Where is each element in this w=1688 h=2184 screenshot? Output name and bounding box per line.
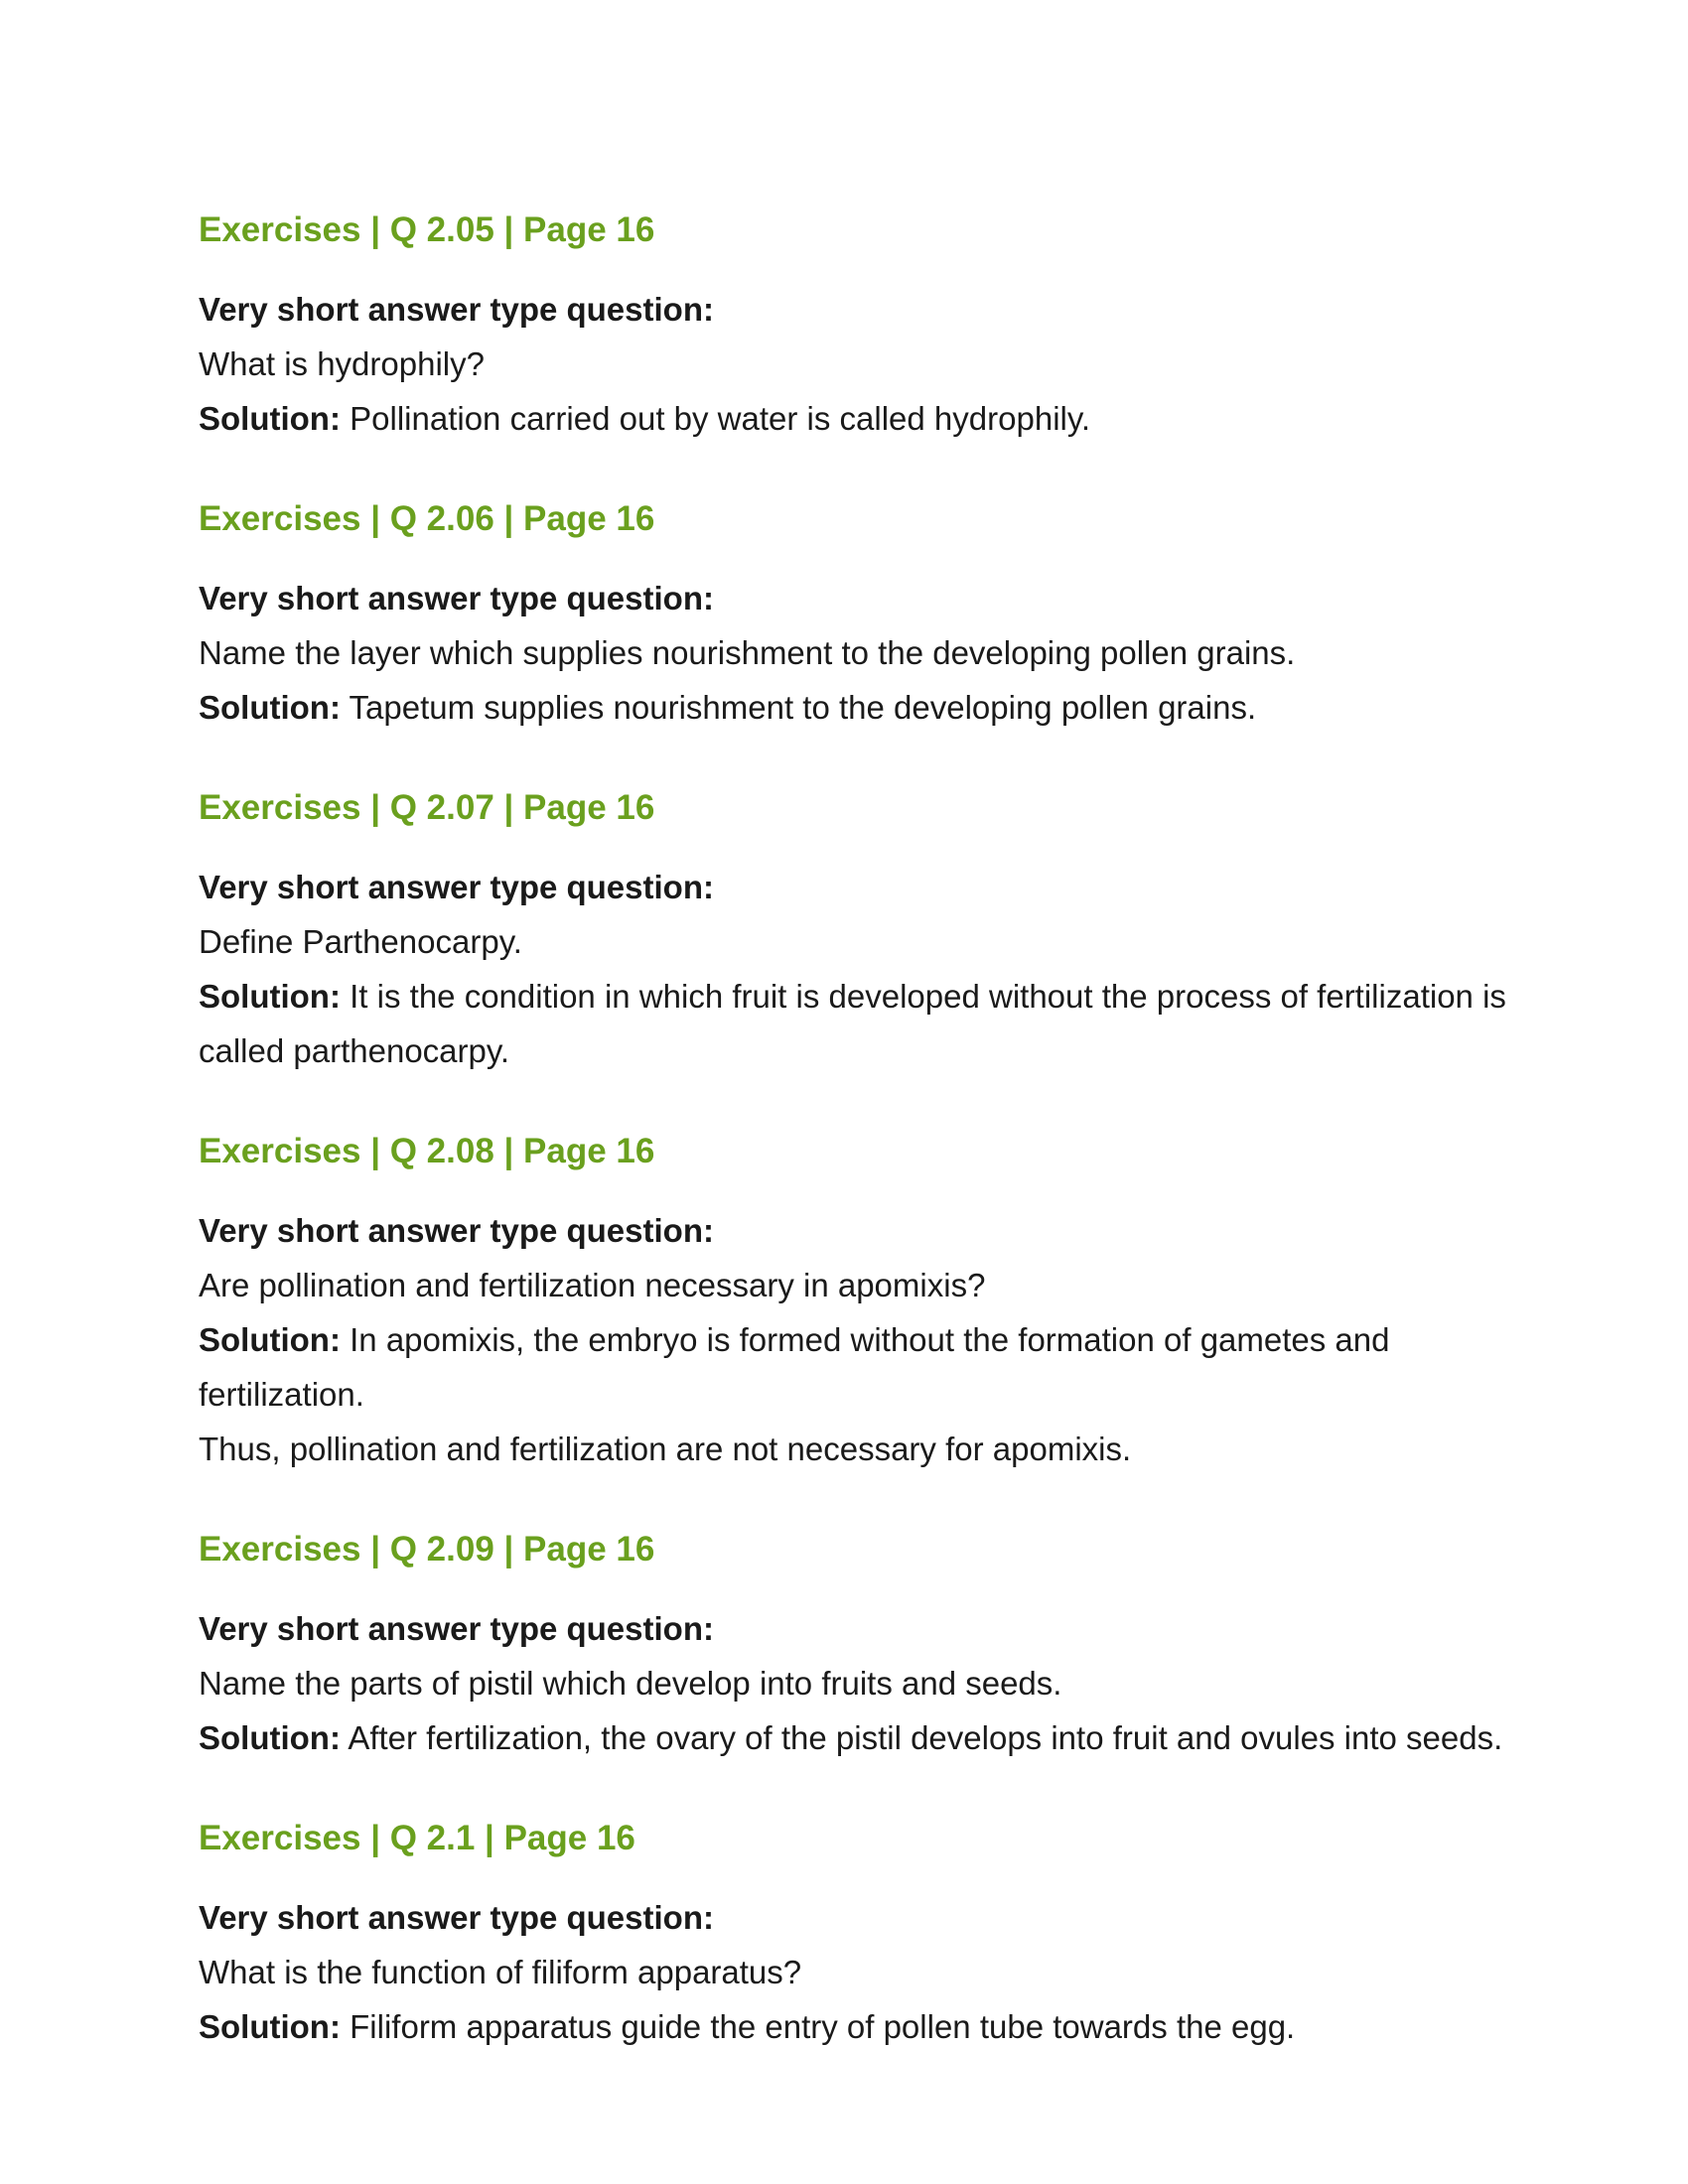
solution-label: Solution: bbox=[199, 400, 341, 437]
exercise-entry bbox=[199, 497, 1509, 735]
solution-label: Solution: bbox=[199, 1719, 341, 1756]
solution-text: Pollination carried out by water is called hydrophily. bbox=[350, 400, 1091, 437]
solution-text: Filiform apparatus guide the entry of pollen tube towards the egg. bbox=[350, 2008, 1296, 2045]
question-text: What is hydrophily? bbox=[199, 345, 485, 382]
exercise-entry bbox=[199, 786, 1509, 1078]
question-type-label: Very short answer type question: bbox=[199, 1610, 714, 1647]
solution-text: Tapetum supplies nourishment to the developing pollen grains. bbox=[349, 689, 1257, 726]
question-type-label: Very short answer type question: bbox=[199, 1212, 714, 1249]
question-text: Define Parthenocarpy. bbox=[199, 923, 522, 960]
solution-text: In apomixis, the embryo is formed without the formation of gametes and fertilization. bbox=[199, 1321, 1390, 1413]
solution-paragraph bbox=[199, 969, 1509, 1078]
solution-paragraph bbox=[199, 1710, 1509, 1765]
exercise-heading: Exercises | Q 2.08 | Page 16 bbox=[199, 1132, 655, 1170]
solution-continuation: Thus, pollination and fertilization are not necessary for apomixis. bbox=[199, 1431, 1132, 1467]
question-type-label: Very short answer type question: bbox=[199, 869, 714, 905]
exercise-entry bbox=[199, 1130, 1509, 1476]
exercise-heading: Exercises | Q 2.1 | Page 16 bbox=[199, 1819, 635, 1857]
exercise-entry bbox=[199, 1528, 1509, 1765]
question-text: Name the layer which supplies nourishment to the developing pollen grains. bbox=[199, 634, 1296, 671]
solution-label: Solution: bbox=[199, 689, 341, 726]
solution-text: It is the condition in which fruit is developed without the process of fertilization is called parthenocarpy. bbox=[199, 978, 1506, 1069]
solution-paragraph bbox=[199, 391, 1509, 446]
exercise-heading: Exercises | Q 2.06 | Page 16 bbox=[199, 499, 655, 538]
exercise-heading: Exercises | Q 2.05 | Page 16 bbox=[199, 210, 655, 249]
solution-paragraph bbox=[199, 680, 1509, 735]
question-text: What is the function of filiform apparatus? bbox=[199, 1954, 802, 1990]
solution-label: Solution: bbox=[199, 978, 341, 1015]
question-text: Are pollination and fertilization necessary in apomixis? bbox=[199, 1267, 986, 1303]
question-type-label: Very short answer type question: bbox=[199, 1899, 714, 1936]
exercise-heading: Exercises | Q 2.09 | Page 16 bbox=[199, 1530, 655, 1569]
exercise-entry bbox=[199, 208, 1509, 446]
question-type-label: Very short answer type question: bbox=[199, 580, 714, 616]
solution-label: Solution: bbox=[199, 2008, 341, 2045]
question-type-label: Very short answer type question: bbox=[199, 291, 714, 328]
exercise-heading: Exercises | Q 2.07 | Page 16 bbox=[199, 788, 655, 827]
document-page bbox=[199, 208, 1509, 2106]
solution-paragraph bbox=[199, 1999, 1509, 2054]
solution-label: Solution: bbox=[199, 1321, 341, 1358]
solution-text: After fertilization, the ovary of the pistil develops into fruit and ovules into seeds. bbox=[348, 1719, 1503, 1756]
solution-paragraph bbox=[199, 1312, 1509, 1422]
question-text: Name the parts of pistil which develop into fruits and seeds. bbox=[199, 1665, 1062, 1702]
exercise-entry bbox=[199, 1817, 1509, 2054]
